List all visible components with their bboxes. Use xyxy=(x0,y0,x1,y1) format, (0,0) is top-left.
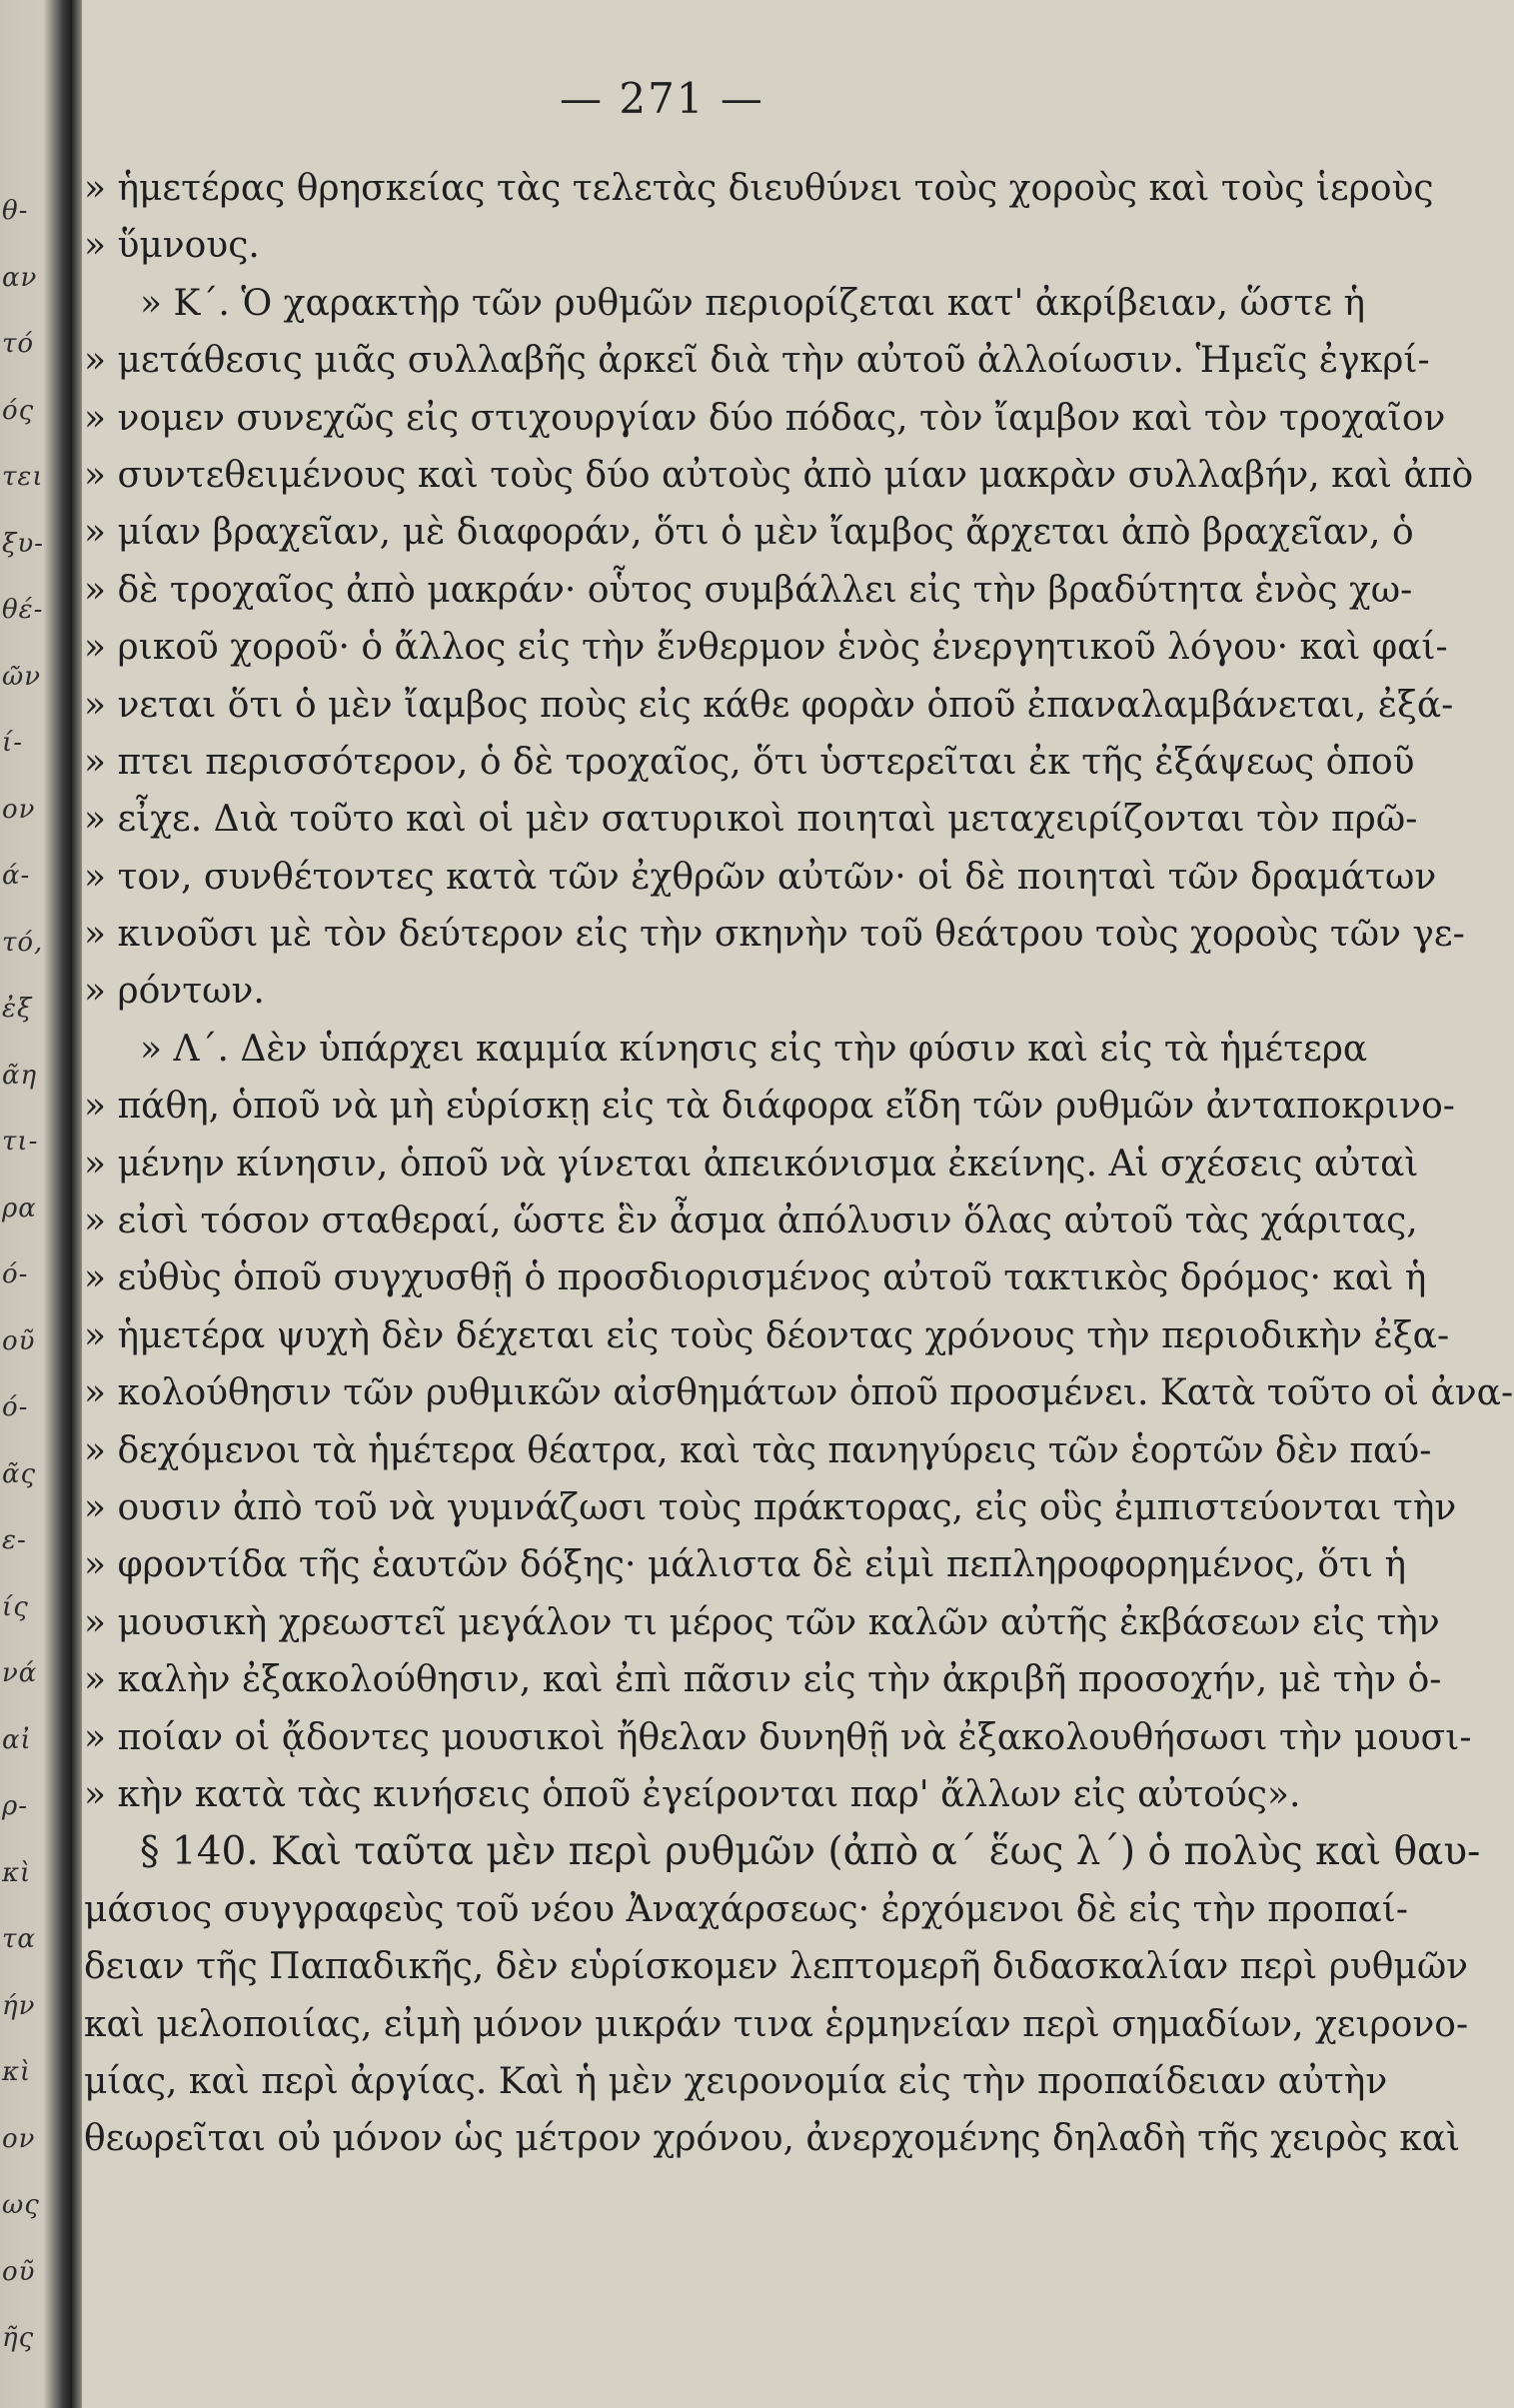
text-line: » δεχόμενοι τὰ ἡμέτερα θέατρα, καὶ τὰς πανηγύρεις τῶν ἑορτῶν δὲν παύ- xyxy=(84,1429,1432,1471)
text-line: θεωρεῖται οὐ μόνον ὡς μέτρον χρόνου, ἀνερχομένης δηλαδὴ τῆς χειρὸς καὶ xyxy=(84,2118,1461,2160)
text-line: » καλὴν ἐξακολούθησιν, καὶ ἐπὶ πᾶσιν εἰς τὴν ἀκριβῆ προσοχήν, μὲ τὴν ὁ- xyxy=(84,1659,1442,1701)
text-line: » εἶχε. Διὰ τοῦτο καὶ οἱ μὲν σατυρικοὶ ποιηταὶ μεταχειρίζονται τὸν πρῶ- xyxy=(84,799,1418,841)
margin-fragment: ον xyxy=(2,794,36,825)
text-line: » εἰσὶ τόσον σταθεραί, ὥστε ἓν ἆσμα ἀπόλυσιν ὅλας αὐτοῦ τὰς χάριτας, xyxy=(84,1201,1418,1242)
text-line: » μουσικὴ χρεωστεῖ μεγάλον τι μέρος τῶν καλῶν αὐτῆς ἐκβάσεων εἰς τὴν xyxy=(84,1601,1440,1643)
text-line: » πάθη, ὁποῦ νὰ μὴ εὑρίσκῃ εἰς τὰ διάφορα εἴδη τῶν ρυθμῶν ἀνταποκρινο- xyxy=(84,1086,1455,1128)
margin-fragment: ον xyxy=(2,2123,36,2154)
text-line: » φροντίδα τῆς ἑαυτῶν δόξης· μάλιστα δὲ εἰμὶ πεπληροφορημένος, ὅτι ἡ xyxy=(84,1544,1407,1586)
margin-fragment: ί- xyxy=(2,728,23,758)
margin-fragment: οῦ xyxy=(2,2256,36,2287)
margin-fragment: ίς xyxy=(2,1591,29,1622)
text-line: » κὴν κατὰ τὰς κινήσεις ὁποῦ ἐγείρονται παρ' ἄλλων εἰς αὐτούς». xyxy=(84,1773,1301,1815)
margin-fragment: οῦ xyxy=(2,1325,36,1356)
margin-fragment: ᾶη xyxy=(2,1060,38,1091)
text-line: » ουσιν ἀπὸ τοῦ νὰ γυμνάζωσι τοὺς πράκτορας, εἰς οὓς ἐμπιστεύονται τὴν xyxy=(84,1486,1457,1528)
text-line: μίας, καὶ περὶ ἀργίας. Καὶ ἡ μὲν χειρονομία εἰς τὴν προπαίδειαν αὐτὴν xyxy=(84,2060,1388,2102)
margin-fragment: αν xyxy=(2,262,38,293)
margin-fragment: τα xyxy=(2,1924,36,1954)
margin-fragment: ως xyxy=(2,2190,40,2220)
text-line: » συντεθειμένους καὶ τοὺς δύο αὐτοὺς ἀπὸ μίαν μακρὰν συλλαβήν, καὶ ἀπὸ xyxy=(84,454,1474,496)
text-line: » ἡμετέρα ψυχὴ δὲν δέχεται εἰς τοὺς δέοντας χρόνους τὴν περιοδικὴν ἐξα- xyxy=(84,1314,1450,1356)
text-line: » δὲ τροχαῖος ἀπὸ μακράν· οὗτος συμβάλλει εἰς τὴν βραδύτητα ἑνὸς χω- xyxy=(84,569,1413,611)
text-line: » ὕμνους. xyxy=(84,225,260,267)
margin-fragment: κὶ xyxy=(2,1857,32,1888)
text-line: » κολούθησιν τῶν ρυθμικῶν αἰσθημάτων ὁποῦ προσμένει. Κατὰ τοῦτο οἱ ἀνα- xyxy=(84,1372,1514,1414)
margin-fragment: ῆς xyxy=(2,2323,35,2353)
margin-fragment: ᾶς xyxy=(2,1458,37,1489)
body-text xyxy=(84,160,1514,2168)
text-line: » Λ΄. Δὲν ὑπάρχει καμμία κίνησις εἰς τὴν φύσιν καὶ εἰς τὰ ἡμέτερα xyxy=(140,1028,1368,1070)
text-line: » μίαν βραχεῖαν, μὲ διαφοράν, ὅτι ὁ μὲν ἴαμβος ἄρχεται ἀπὸ βραχεῖαν, ὁ xyxy=(84,512,1414,554)
margin-fragment: νά xyxy=(2,1658,38,1688)
margin-fragment: αἰ xyxy=(2,1724,32,1755)
text-line: » Κ΄. Ὁ χαρακτὴρ τῶν ρυθμῶν περιορίζεται κατ' ἀκρίβειαν, ὥστε ἡ xyxy=(140,282,1366,324)
margin-fragment: ε- xyxy=(2,1525,27,1555)
margin-fragment: ήν xyxy=(2,1990,36,2021)
margin-fragment: ῶν xyxy=(2,661,42,692)
margin-fragment: ό- xyxy=(2,1392,29,1422)
margin-fragment: ἐξ xyxy=(2,994,33,1024)
text-line: » ρόντων. xyxy=(84,971,265,1013)
text-line: » πτει περισσότερον, ὁ δὲ τροχαῖος, ὅτι ὑστερεῖται ἐκ τῆς ἐξάψεως ὁποῦ xyxy=(84,741,1415,783)
margin-fragment: ρ- xyxy=(2,1791,29,1821)
text-line: » ρικοῦ χοροῦ· ὁ ἄλλος εἰς τὴν ἔνθερμον ἑνὸς ἐνεργητικοῦ λόγου· καὶ φαί- xyxy=(84,627,1448,669)
text-line: » ποίαν οἱ ᾄδοντες μουσικοὶ ἤθελαν δυνηθῇ νὰ ἐξακολουθήσωσι τὴν μουσι- xyxy=(84,1716,1472,1758)
text-line: § 140. Καὶ ταῦτα μὲν περὶ ρυθμῶν (ἀπὸ α΄ ἕως λ΄) ὁ πολὺς καὶ θαυ- xyxy=(140,1829,1481,1875)
margin-fragment: ό- xyxy=(2,1259,29,1289)
margin-fragment: κὶ xyxy=(2,2057,32,2087)
text-line: » νεται ὅτι ὁ μὲν ἴαμβος ποὺς εἰς κάθε φορὰν ὁποῦ ἐπαναλαμβάνεται, ἐξά- xyxy=(84,684,1454,726)
text-line: » εὐθὺς ὁποῦ συγχυσθῇ ὁ προσδιορισμένος αὐτοῦ τακτικὸς δρόμος· καὶ ἡ xyxy=(84,1257,1427,1299)
text-line: δειαν τῆς Παπαδικῆς, δὲν εὑρίσκομεν λεπτομερῆ διδασκαλίαν περὶ ρυθμῶν xyxy=(84,1946,1469,1988)
text-line: » μένην κίνησιν, ὁποῦ νὰ γίνεται ἀπεικόνισμα ἐκείνης. Αἱ σχέσεις αὐταὶ xyxy=(84,1143,1419,1185)
margin-fragment: τι- xyxy=(2,1127,39,1157)
text-line: μάσιος συγγραφεὺς τοῦ νέου Ἀναχάρσεως· ἐρχόμενοι δὲ εἰς τὴν προπαί- xyxy=(84,1888,1409,1930)
margin-fragment: τό, xyxy=(2,927,44,958)
margin-fragment: ός xyxy=(2,395,35,426)
text-line: καὶ μελοποιίας, εἰμὴ μόνον μικράν τινα ἑρμηνείαν περὶ σημαδίων, χειρονο- xyxy=(84,2003,1469,2045)
margin-fragment: ρα xyxy=(2,1193,37,1223)
gutter-shadow xyxy=(72,0,82,2408)
text-line: » νομεν συνεχῶς εἰς στιχουργίαν δύο πόδας, τὸν ἴαμβον καὶ τὸν τροχαῖον xyxy=(84,397,1446,439)
margin-fragment: τει xyxy=(2,462,44,492)
margin-fragment: θέ- xyxy=(2,595,44,625)
text-line: » τον, συνθέτοντες κατὰ τῶν ἐχθρῶν αὐτῶν· οἱ δὲ ποιηταὶ τῶν δραμάτων xyxy=(84,856,1437,898)
margin-fragment: τό xyxy=(2,329,35,359)
margin-fragment: ά- xyxy=(2,861,31,891)
page-number: — 271 — xyxy=(560,74,764,123)
margin-fragment: θ- xyxy=(2,196,29,226)
text-line: » ἡμετέρας θρησκείας τὰς τελετὰς διευθύνει τοὺς χοροὺς καὶ τοὺς ἱεροὺς xyxy=(84,168,1434,209)
text-line: » κινοῦσι μὲ τὸν δεύτερον εἰς τὴν σκηνὴν τοῦ θεάτρου τοὺς χοροὺς τῶν γε- xyxy=(84,914,1465,956)
text-line: » μετάθεσις μιᾶς συλλαβῆς ἀρκεῖ διὰ τὴν αὐτοῦ ἀλλοίωσιν. Ἡμεῖς ἐγκρί- xyxy=(84,340,1430,382)
margin-fragment: ξυ- xyxy=(2,528,44,559)
